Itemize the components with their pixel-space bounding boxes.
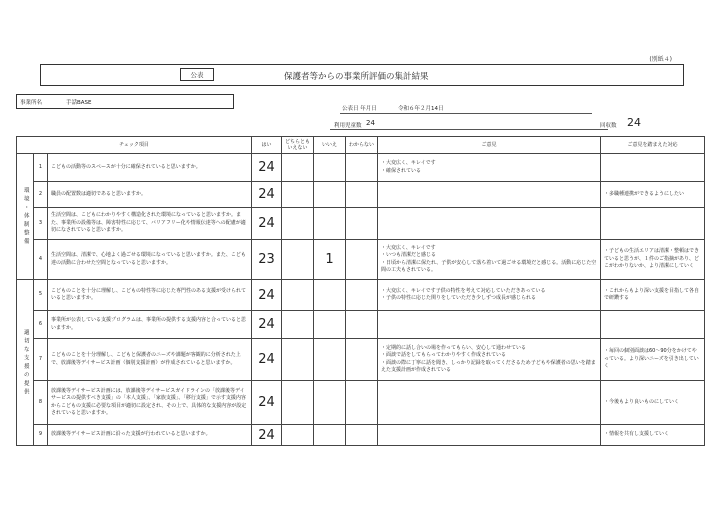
table-row <box>17 280 705 311</box>
response-cell: ・多職種連携ができるようにしたい <box>601 182 705 208</box>
evaluation-table <box>16 136 705 446</box>
page-title: 保護者等からの事業所評価の集計結果 <box>284 72 429 82</box>
table-header-row <box>17 137 705 154</box>
table-row <box>17 339 705 381</box>
row-number: 4 <box>34 240 48 280</box>
count-no <box>314 311 346 339</box>
count-unknown <box>346 339 378 381</box>
count-neither <box>282 381 314 425</box>
count-unknown <box>346 240 378 280</box>
users-count: 24 <box>366 119 375 127</box>
publish-date: 令和６年２月14日 <box>398 106 444 112</box>
count-yes: 23 <box>252 240 282 280</box>
row-number: 1 <box>34 154 48 182</box>
table-row <box>17 425 705 446</box>
count-yes: 24 <box>252 339 282 381</box>
opinion-cell: ・大変広く、キレイです子供の特性を考えて対応していただきあっている ・子供の特性に応じた関りをしていただき少しずつ成長が感じられる <box>378 280 601 311</box>
count-neither <box>282 240 314 280</box>
category-environment: 環境・体制整備 <box>17 154 34 280</box>
responses-label: 回収数 <box>600 123 617 129</box>
row-number: 6 <box>34 311 48 339</box>
response-cell: ・情報を共有し支援していく <box>601 425 705 446</box>
response-cell <box>601 208 705 240</box>
header-opinion: ご意見 <box>378 137 601 154</box>
check-item: こどものことを十分に理解し、こどもの特性等に応じた専門性のある支援が受けられていると思いますか。 <box>48 280 252 311</box>
count-unknown <box>346 154 378 182</box>
count-yes: 24 <box>252 182 282 208</box>
count-neither <box>282 425 314 446</box>
opinion-cell <box>378 208 601 240</box>
count-no <box>314 280 346 311</box>
office-frame <box>16 94 234 109</box>
header-check: チェック項目 <box>17 137 252 154</box>
responses-count: 24 <box>627 116 641 129</box>
count-unknown <box>346 311 378 339</box>
category-support: 適切な支援の提供 <box>17 280 34 446</box>
table-row <box>17 208 705 240</box>
opinion-cell: ・定期的に話し合いの場を作ってもらい、安心して通わせている ・面談で話をしてもらってわかりやすく作成されている ・面談の際に丁寧に話を聞き、しっかり記録を取ってくださるため子どもや保護者の思いを踏まえた支援計画が作成されている <box>378 339 601 381</box>
opinion-cell <box>378 182 601 208</box>
table-row <box>17 182 705 208</box>
count-unknown <box>346 425 378 446</box>
users-label: 利用児童数 <box>334 123 362 129</box>
opinion-cell <box>378 311 601 339</box>
public-badge: 公表 <box>180 68 214 81</box>
check-item: 生活空間は、清潔で、心地よく過ごせる環境になっていると思いますか。また、こども達の活動に合わせた空間となっていると思いますか。 <box>48 240 252 280</box>
count-yes: 24 <box>252 154 282 182</box>
count-yes: 24 <box>252 311 282 339</box>
count-unknown <box>346 208 378 240</box>
count-no: 1 <box>314 240 346 280</box>
count-no <box>314 381 346 425</box>
count-yes: 24 <box>252 280 282 311</box>
row-number: 3 <box>34 208 48 240</box>
table-row <box>17 154 705 182</box>
check-item: こどもの活動等のスペースが十分に確保されていると思いますか。 <box>48 154 252 182</box>
count-no <box>314 339 346 381</box>
count-no <box>314 208 346 240</box>
count-no <box>314 425 346 446</box>
count-neither <box>282 311 314 339</box>
response-cell: ・子どもの生活エリアは清潔・整頓はできていると思うが、１件のご指摘があり、どこがわかりないか、より清潔にしていく <box>601 240 705 280</box>
count-unknown <box>346 182 378 208</box>
count-unknown <box>346 280 378 311</box>
opinion-cell: ・大変広く、キレイです ・いつも清潔だと感じる ・日頃から清潔に保たれ、子供が安心して落ち着いて過ごせる環境だと感じる。活動に応じた空間の工夫もされている。 <box>378 240 601 280</box>
response-cell: ・毎回の個別面談は60～90分をかけてやっている。より深いニーズを引き出していく <box>601 339 705 381</box>
count-no <box>314 154 346 182</box>
opinion-cell <box>378 381 601 425</box>
count-neither <box>282 339 314 381</box>
row-number: 7 <box>34 339 48 381</box>
count-yes: 24 <box>252 381 282 425</box>
count-yes: 24 <box>252 208 282 240</box>
count-no <box>314 182 346 208</box>
row-number: 8 <box>34 381 48 425</box>
count-neither <box>282 182 314 208</box>
opinion-cell: ・大変広く、キレイです ・確保されている <box>378 154 601 182</box>
check-item: 放課後等デイサービス計画に沿った支援が行われていると思いますか。 <box>48 425 252 446</box>
count-unknown <box>346 381 378 425</box>
row-number: 9 <box>34 425 48 446</box>
count-neither <box>282 280 314 311</box>
header-unknown: わからない <box>346 137 378 154</box>
row-number: 2 <box>34 182 48 208</box>
response-cell <box>601 154 705 182</box>
count-neither <box>282 208 314 240</box>
attachment-label: (別紙４) <box>649 56 672 63</box>
check-item: 職員の配置数は適切であると思いますか。 <box>48 182 252 208</box>
count-yes: 24 <box>252 425 282 446</box>
divider-line <box>330 129 608 130</box>
publish-date-label: 公表日 年月日 <box>342 106 377 112</box>
table-row <box>17 240 705 280</box>
header-neither: どちらともいえない <box>282 137 314 154</box>
check-item: 事業所が公表している支援プログラムは、事業所の提供する支援内容と合っていると思いますか。 <box>48 311 252 339</box>
response-cell: ・これからもより深い支援を目指して各自で研鑽する <box>601 280 705 311</box>
header-no: いいえ <box>314 137 346 154</box>
office-name: 手話BASE <box>66 100 92 106</box>
row-number: 5 <box>34 280 48 311</box>
office-label: 事業所名 <box>20 100 43 106</box>
count-neither <box>282 154 314 182</box>
table-row <box>17 381 705 425</box>
header-yes: はい <box>252 137 282 154</box>
check-item: こどものことを十分理解し、こどもと保護者のニーズや課題が客観的に分析された上で、放課後等デイサービス計画（個別支援計画）が作成されていると思いますか。 <box>48 339 252 381</box>
response-cell <box>601 311 705 339</box>
table-row <box>17 311 705 339</box>
check-item: 放課後等デイサービス計画には、放課後等デイサービスガイドラインの「放課後等デイサービスの提供すべき支援」の「本人支援」、「家族支援」、「移行支援」で示す支援内容からこどもの支援に必要な項目が適切に設定され、その上で、具体的な支援内容が設定されていると思いますか。 <box>48 381 252 425</box>
response-cell: ・今後もより良いものにしていく <box>601 381 705 425</box>
check-item: 生活空間は、こどもにわかりやすく構造化された環境になっていると思いますか。また、事業所の設備等は、障害特性に応じて、バリアフリー化や情報伝達等への配慮が適切になされていると思いますか。 <box>48 208 252 240</box>
header-response: ご意見を踏まえた対応 <box>601 137 705 154</box>
opinion-cell <box>378 425 601 446</box>
divider-line <box>340 113 592 114</box>
